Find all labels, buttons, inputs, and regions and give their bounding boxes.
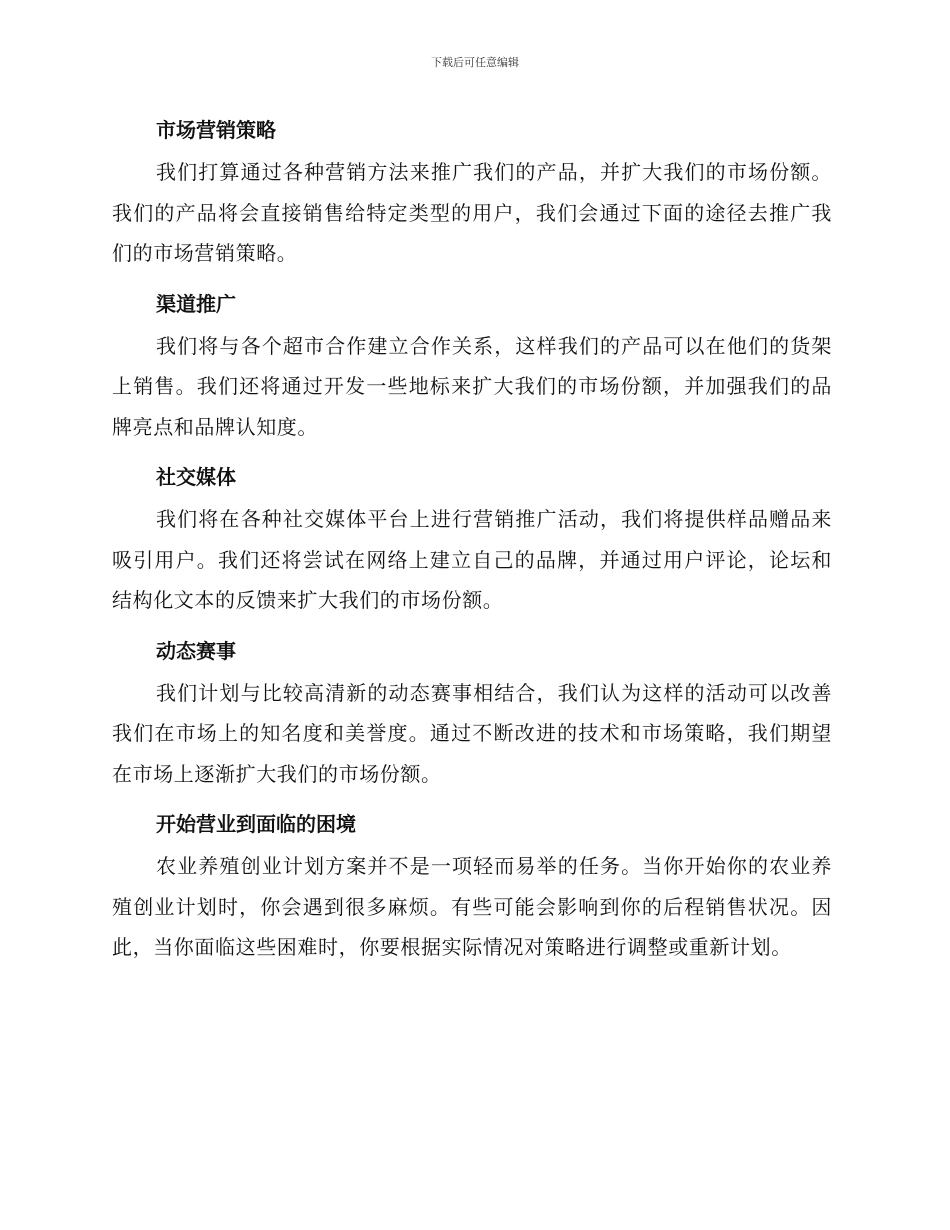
section-channel-promotion [112,286,832,448]
section-dynamic-events [112,633,832,795]
section-paragraph: 我们将与各个超市合作建立合作关系，这样我们的产品可以在他们的货架上销售。我们还将通过开发一些地标来扩大我们的市场份额，并加强我们的品牌亮点和品牌认知度。 [112,333,832,439]
page-header: 下载后可任意编辑 [431,56,519,69]
section-difficulties [112,806,832,968]
section-heading: 动态赛事 [156,638,236,663]
section-paragraph: 我们将在各种社交媒体平台上进行营销推广活动，我们将提供样品赠品来吸引用户。我们还将尝试在网络上建立自己的品牌，并通过用户评论，论坛和结构化文本的反馈来扩大我们的市场份额。 [112,507,832,612]
section-paragraph: 我们计划与比较高清新的动态赛事相结合，我们认为这样的活动可以改善我们在市场上的知名度和美誉度。通过不断改进的技术和市场策略，我们期望在市场上逐渐扩大我们的市场份额。 [112,680,832,786]
section-social-media [112,459,832,621]
section-heading: 市场营销策略 [156,118,276,142]
section-heading: 开始营业到面临的困境 [156,812,356,836]
section-marketing-strategy [112,112,832,274]
section-paragraph: 农业养殖创业计划方案并不是一项轻而易举的任务。当你开始你的农业养殖创业计划时，你会遇到很多麻烦。有些可能会影响到你的后程销售状况。因此，当你面临这些困难时，你要根据实际情况对策略进行调整或重新计划。 [112,854,832,959]
document-body [112,112,832,980]
section-heading: 社交媒体 [156,465,236,489]
section-heading: 渠道推广 [156,291,236,316]
section-paragraph: 我们打算通过各种营销方法来推广我们的产品，并扩大我们的市场份额。我们的产品将会直接销售给特定类型的用户，我们会通过下面的途径去推广我们的市场营销策略。 [112,160,832,265]
